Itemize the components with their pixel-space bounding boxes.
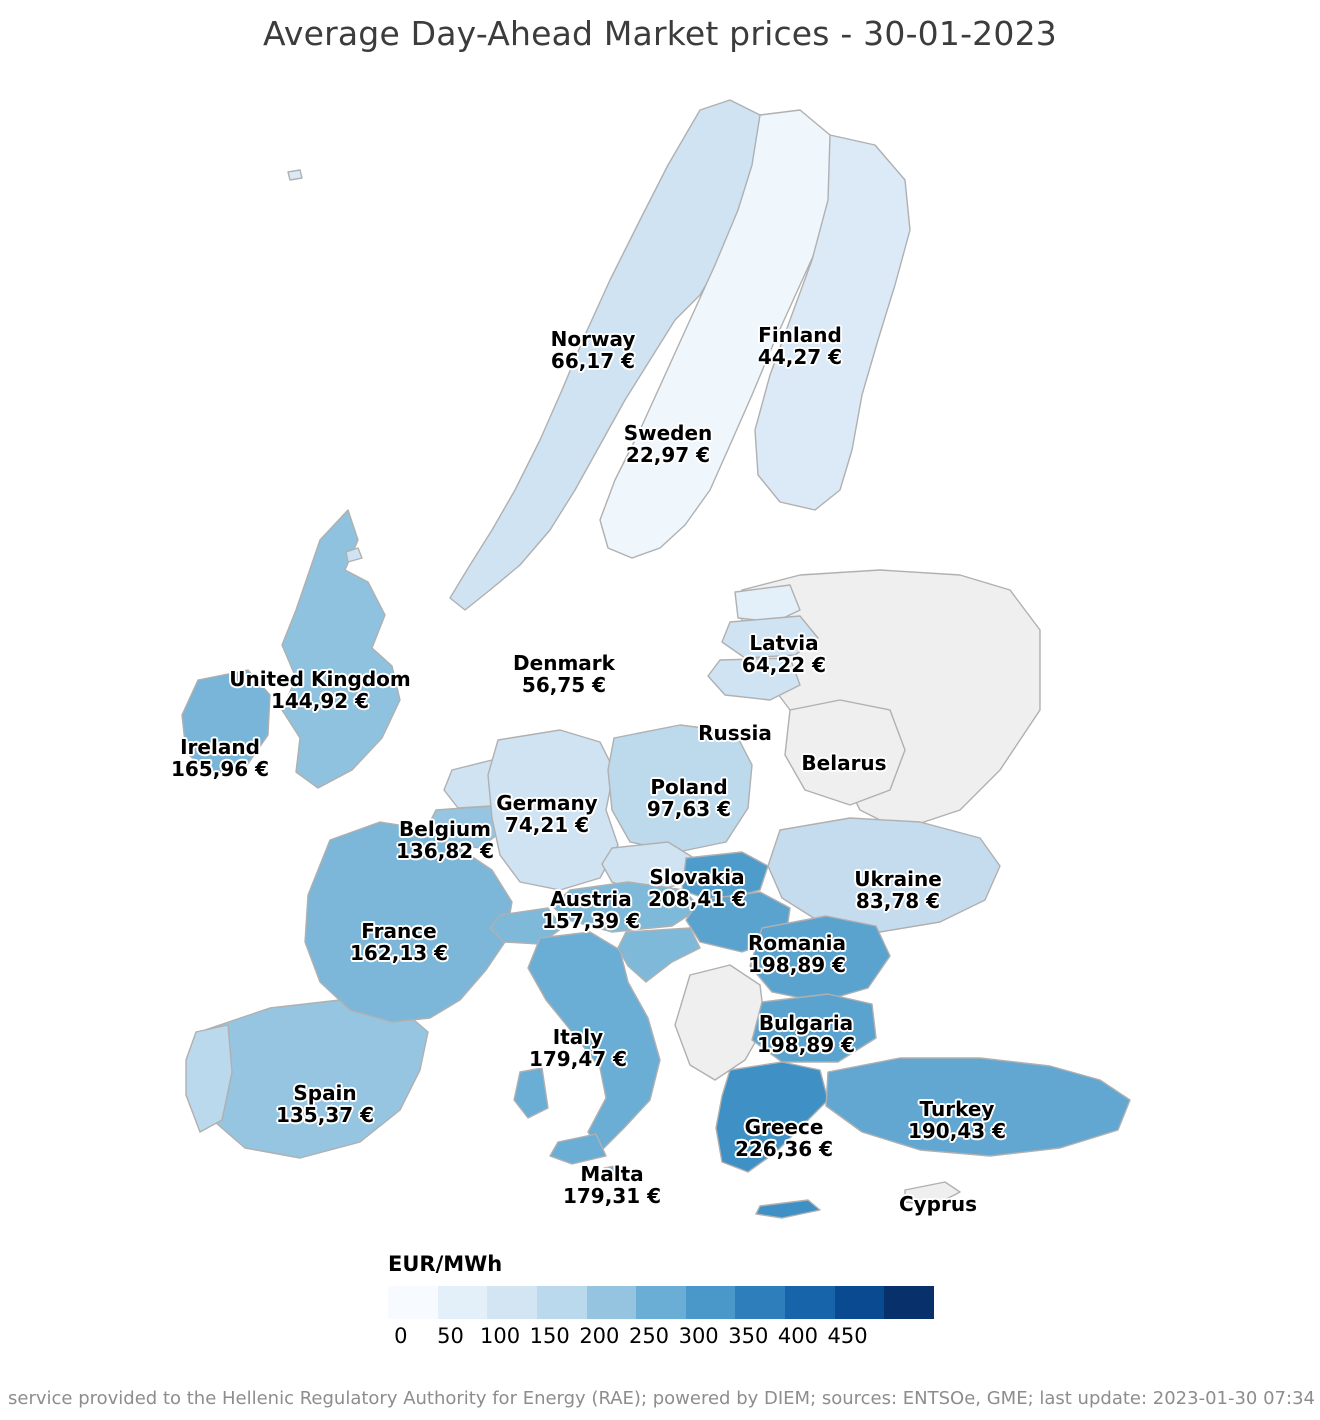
map-label-russia: Russia: [698, 721, 772, 745]
legend-swatch-3: [537, 1286, 587, 1319]
map-svg: [0, 70, 1320, 1250]
map-label-italy: Italy 179,47 €: [528, 1025, 628, 1072]
map-label-bulgaria: Bulgaria 198,89 €: [756, 1011, 856, 1058]
map-label-greece: Greece 226,36 €: [734, 1115, 834, 1162]
map-label-cyprus: Cyprus: [898, 1192, 978, 1216]
map-label-poland: Poland 97,63 €: [646, 775, 732, 822]
legend-tick-300: 300: [678, 1324, 719, 1348]
map-label-austria: Austria 157,39 €: [541, 887, 641, 934]
map-label-finland: Finland 44,27 €: [757, 323, 843, 370]
legend-tick-50: 50: [437, 1324, 464, 1348]
legend-swatch-4: [587, 1286, 637, 1319]
map-label-slovakia: Slovakia 208,41 €: [647, 865, 747, 912]
legend-swatch-8: [785, 1286, 835, 1319]
map-label-ukraine: Ukraine 83,78 €: [854, 867, 942, 914]
country-shape-germany: [488, 730, 618, 890]
legend-swatch-7: [735, 1286, 785, 1319]
legend-swatch-6: [686, 1286, 736, 1319]
legend-swatch-2: [487, 1286, 537, 1319]
map-label-romania: Romania 198,89 €: [747, 931, 847, 978]
country-shape-malta: [604, 1166, 618, 1177]
legend-colorbar: [388, 1286, 934, 1319]
legend-swatch-1: [438, 1286, 488, 1319]
map-label-sweden: Sweden 22,97 €: [623, 421, 713, 468]
legend-swatch-10: [884, 1286, 934, 1319]
map-label-united-kingdom: United Kingdom 144,92 €: [229, 667, 411, 714]
legend-tick-200: 200: [579, 1324, 620, 1348]
legend-tick-labels: [388, 1324, 934, 1352]
legend-tick-0: 0: [394, 1324, 408, 1348]
map-label-turkey: Turkey 190,43 €: [907, 1097, 1007, 1144]
legend-tick-400: 400: [777, 1324, 818, 1348]
legend-swatch-0: [388, 1286, 438, 1319]
map-label-germany: Germany 74,21 €: [496, 791, 598, 838]
legend: [388, 1252, 948, 1352]
footer-credit: service provided to the Hellenic Regulatory Authority for Energy (RAE); powered by DIEM; sources: ENTSOe, GME; last update: 2023-01-30 07:34: [8, 1388, 1315, 1409]
legend-tick-250: 250: [628, 1324, 670, 1348]
map-label-norway: Norway 66,17 €: [550, 327, 636, 374]
legend-tick-350: 350: [728, 1324, 769, 1348]
map-label-malta: Malta 179,31 €: [562, 1162, 662, 1209]
legend-swatch-9: [835, 1286, 885, 1319]
map-label-france: France 162,13 €: [349, 919, 449, 966]
europe-choropleth-map: [0, 70, 1320, 1250]
country-shape-small-island: [288, 170, 302, 180]
map-label-belarus: Belarus: [801, 751, 887, 775]
legend-tick-100: 100: [480, 1324, 521, 1348]
map-label-latvia: Latvia 64,22 €: [741, 631, 827, 678]
country-shape-poland: [608, 725, 752, 852]
page-title: Average Day-Ahead Market prices - 30-01-2023: [263, 14, 1057, 53]
map-label-belgium: Belgium 136,82 €: [395, 817, 495, 864]
legend-tick-150: 150: [529, 1324, 570, 1348]
legend-tick-450: 450: [827, 1324, 868, 1348]
map-label-spain: Spain 135,37 €: [275, 1081, 375, 1128]
legend-swatch-5: [636, 1286, 686, 1319]
legend-title: EUR/MWh: [388, 1252, 503, 1276]
map-label-denmark: Denmark 56,75 €: [513, 651, 615, 698]
map-label-ireland: Ireland 165,96 €: [170, 735, 270, 782]
